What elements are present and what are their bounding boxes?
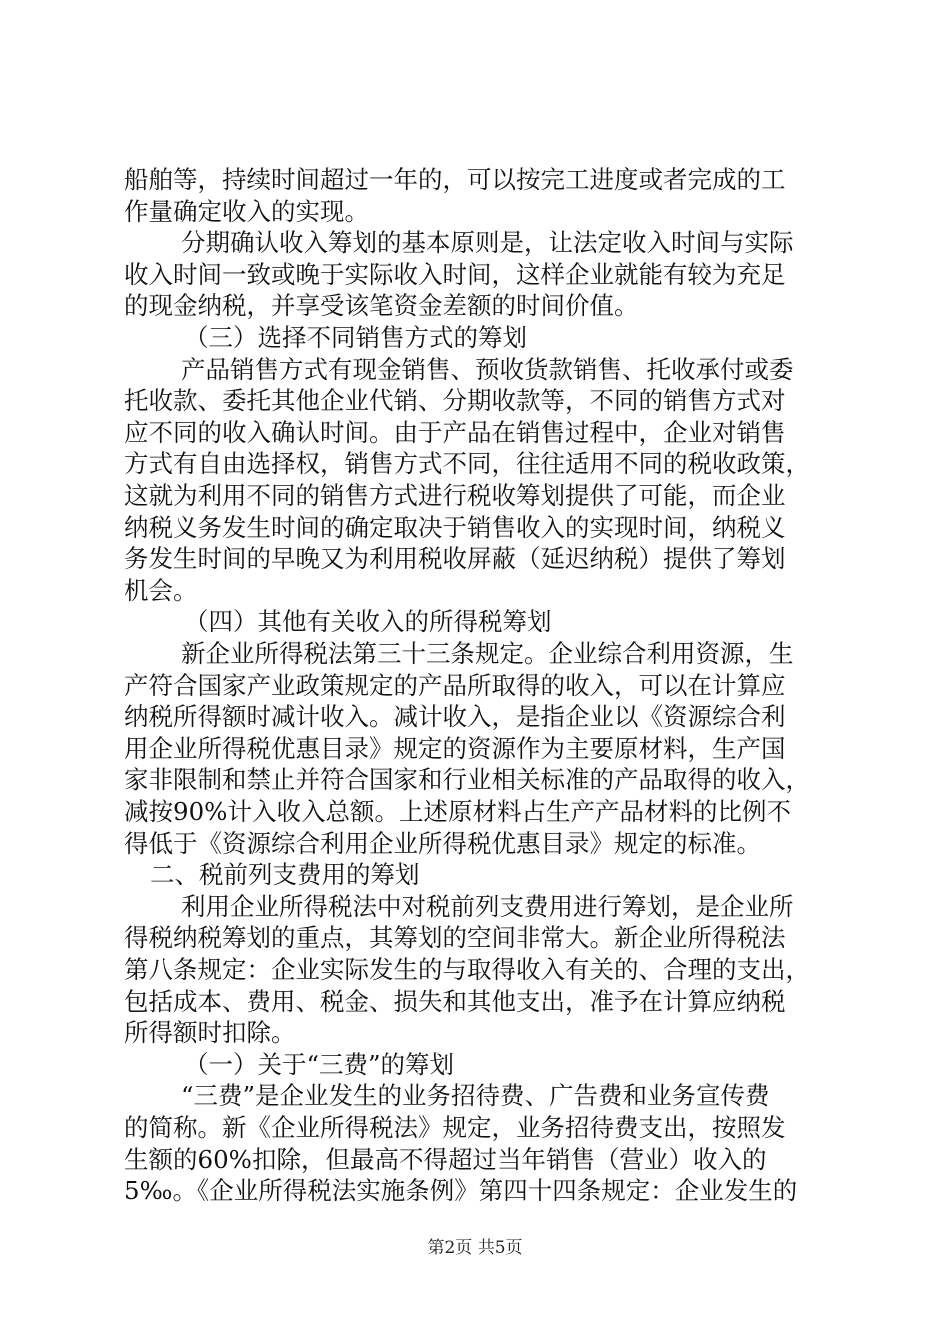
text-line: 生额的60%扣除，但最高不得超过当年销售（营业）收入的 xyxy=(124,1144,767,1174)
text-line: 包括成本、费用、税金、损失和其他支出，准予在计算应纳税 xyxy=(124,986,786,1016)
text-line: 托收款、委托其他企业代销、分期收款等，不同的销售方式对 xyxy=(124,386,786,416)
text-line: 船舶等，持续时间超过一年的，可以按完工进度或者完成的工 xyxy=(124,165,786,194)
text-line: 的现金纳税，并享受该笔资金差额的时间价值。 xyxy=(124,291,639,321)
section-heading: （三）选择不同销售方式的筹划 xyxy=(184,323,527,352)
text-line: 机会。 xyxy=(124,575,198,605)
text-line: 用企业所得税优惠目录》规定的资源作为主要原材料，生产国 xyxy=(124,733,786,763)
text-line: 产符合国家产业政策规定的产品所取得的收入，可以在计算应 xyxy=(124,670,786,700)
text-line: 应不同的收入确认时间。由于产品在销售过程中，企业对销售 xyxy=(124,417,786,447)
text-line: 务发生时间的早晚又为利用税收屏蔽（延迟纳税）提供了筹划 xyxy=(124,544,786,574)
text-line: 新企业所得税法第三十三条规定。企业综合利用资源，生 xyxy=(181,639,794,668)
text-line: 利用企业所得税法中对税前列支费用进行筹划，是企业所 xyxy=(181,891,794,921)
page-number: 第2页 共5页 xyxy=(427,1238,523,1258)
text-line: 这就为利用不同的销售方式进行税收筹划提供了可能，而企业 xyxy=(124,481,786,510)
text-line: 作量确定收入的实现。 xyxy=(124,196,369,226)
text-line: 产品销售方式有现金销售、预收货款销售、托收承付或委 xyxy=(181,354,794,384)
text-line: 家非限制和禁止并符合国家和行业相关标准的产品取得的收入， xyxy=(124,765,810,795)
text-line: 所得额时扣除。 xyxy=(124,1018,296,1048)
text-line: 得税纳税筹划的重点，其筹划的空间非常大。新企业所得税法 xyxy=(124,923,786,953)
text-line: 减按90%计入收入总额。上述原材料占生产产品材料的比例不 xyxy=(124,797,791,826)
text-line: 的简称。新《企业所得税法》规定，业务招待费支出，按照发 xyxy=(124,1113,786,1142)
section-heading: （一）关于“三费”的筹划 xyxy=(184,1049,455,1079)
text-line: 分期确认收入筹划的基本原则是，让法定收入时间与实际 xyxy=(181,228,794,258)
text-line: “三费”是企业发生的业务招待费、广告费和业务宣传费 xyxy=(181,1081,770,1111)
text-line: 纳税义务发生时间的确定取决于销售收入的实现时间，纳税义 xyxy=(124,512,786,542)
text-line: 方式有自由选择权，销售方式不同，往往适用不同的税收政策， xyxy=(124,449,810,479)
text-line: 收入时间一致或晚于实际收入时间，这样企业就能有较为充足 xyxy=(124,259,786,289)
text-line: 第八条规定：企业实际发生的与取得收入有关的、合理的支出， xyxy=(124,955,810,984)
section-heading: （四）其他有关收入的所得税筹划 xyxy=(184,607,552,637)
text-line: 纳税所得额时减计收入。减计收入，是指企业以《资源综合利 xyxy=(124,702,786,732)
text-line: 得低于《资源综合利用企业所得税优惠目录》规定的标准。 xyxy=(124,828,761,858)
text-line: 5‰。《企业所得税法实施条例》第四十四条规定：企业发生的 xyxy=(124,1176,798,1206)
section-heading: 二、税前列支费用的筹划 xyxy=(150,860,420,890)
